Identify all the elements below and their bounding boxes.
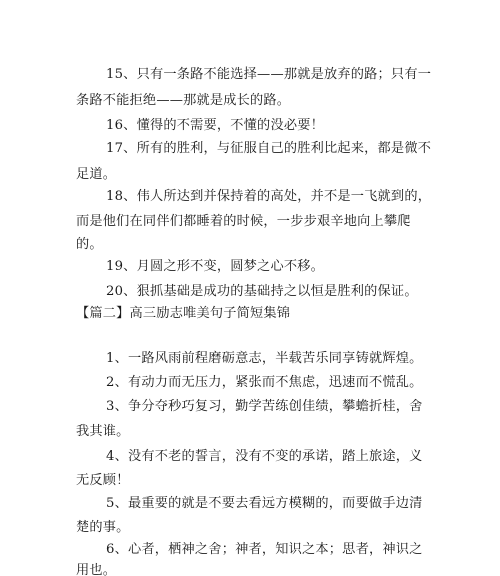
item-20: 20、狠抓基础是成功的基础持之以恒是胜利的保证。 (106, 284, 418, 299)
section2-item-6-line-1: 6、心者，栖神之舍；神者，知识之本；思者，神识之 (106, 542, 423, 557)
item-15-line-2: 条路不能拒绝——那就是成长的路。 (76, 93, 291, 108)
section2-item-3-line-2: 我其谁。 (76, 424, 130, 439)
section2-item-1: 1、一路风雨前程磨砺意志，半载苦乐同享铸就辉煌。 (106, 351, 423, 366)
section2-item-6-line-2: 用也。 (76, 563, 117, 576)
section2-item-3-line-1: 3、争分夺秒巧复习，勤学苦练创佳绩，攀蟾折桂，舍 (106, 399, 423, 414)
item-18-line-1: 18、伟人所达到并保持着的高处，并不是一飞就到的， (106, 189, 432, 204)
item-17-line-1: 17、所有的胜利，与征服自己的胜利比起来，都是微不 (106, 141, 432, 156)
item-19: 19、月圆之形不变，圆梦之心不移。 (106, 259, 324, 274)
section2-item-5-line-1: 5、最重要的就是不要去看远方模糊的，而要做手边清 (106, 496, 423, 511)
item-17-line-2: 足道。 (76, 167, 117, 182)
item-16: 16、懂得的不需要，不懂的没必要！ (106, 118, 324, 133)
section2-item-5-line-2: 楚的事。 (76, 520, 130, 535)
item-18-line-2: 而是他们在同伴们都睡着的时候，一步步艰辛地向上攀爬 (76, 214, 411, 229)
section2-item-4-line-2: 无反顾！ (76, 473, 130, 488)
item-15-line-1: 15、只有一条路不能选择——那就是放弃的路；只有一 (106, 67, 432, 82)
section-heading: 【篇二】高三励志唯美句子简短集锦 (76, 306, 291, 321)
section2-item-2: 2、有动力而无压力，紧张而不焦虑，迅速而不慌乱。 (106, 375, 423, 390)
item-18-line-3: 的。 (76, 237, 103, 252)
section2-item-4-line-1: 4、没有不老的誓言，没有不变的承诺，踏上旅途，义 (106, 449, 423, 464)
